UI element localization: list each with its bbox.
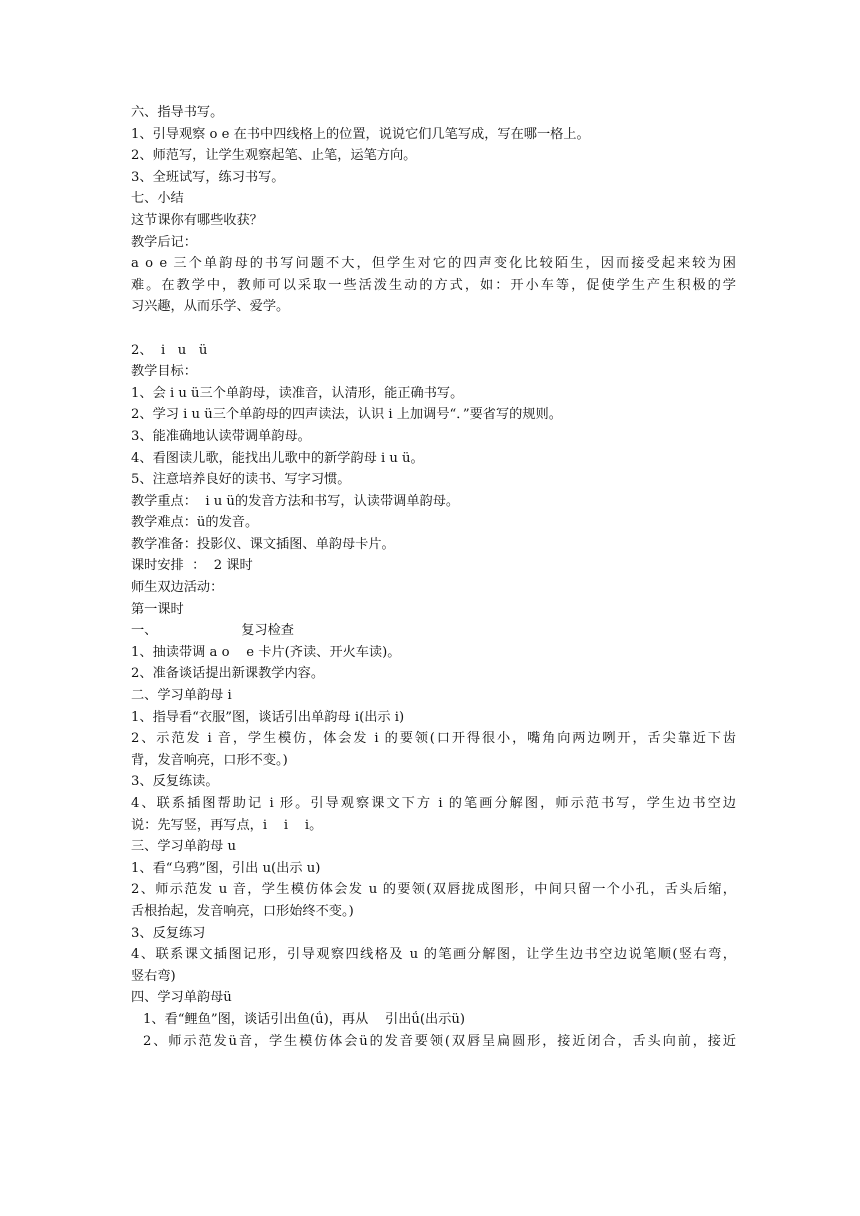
section-heading: 师生双边活动： (131, 580, 224, 596)
text-line: 2、师示范发 u 音，学生模仿体会发 u 的要领(双唇拢成图形，中间只留一个小孔，舌头后缩， (131, 882, 736, 898)
section-heading: 一、 复习检查 (131, 623, 294, 639)
text-line: 4、联系插图帮助记 i 形。引导观察课文下方 i 的笔画分解图，师示范书写，学生边书空边 (131, 796, 736, 811)
text-line: a o e 三个单韵母的书写问题不大，但学生对它的四声变化比较陌生，因而接受起来较为困 (131, 256, 736, 272)
text-line: 2、师范写，让学生观察起笔、止笔，运笔方向。 (131, 148, 417, 164)
text-line: 3、能准确地认读带调单韵母。 (131, 428, 311, 444)
text-line: 难。在教学中，教师可以采取一些活泼生动的方式，如：开小车等，促使学生产生积极的学 (131, 277, 736, 293)
text-line: 这节课你有哪些收获？ (131, 212, 263, 228)
text-line: 4、看图读儿歌，能找出儿歌中的新学韵母 i u ü。 (131, 450, 424, 466)
text-line: 5、注意培养良好的读书、写字习惯。 (131, 472, 351, 488)
section-heading: 四、学习单韵母ü (131, 990, 232, 1006)
text-line: 2、师示范发ü音，学生模仿体会ü的发音要领(双唇呈扁圆形，接近闭合，舌头向前，接近 (143, 1033, 736, 1049)
text-line: 1、指导看“衣服”图，谈话引出单韵母 i(出示 i) (131, 709, 405, 725)
text-line: 3、反复练习 (131, 925, 206, 941)
section-heading: 六、指导书写。 (131, 105, 224, 120)
text-line: 教学难点：ü的发音。 (131, 515, 259, 531)
text-line: 2、示范发 i 音，学生模仿，体会发 i 的要领(口开得很小，嘴角向两边咧开，舌尖靠近下齿 (131, 731, 736, 747)
section-heading: 七、小结 (131, 191, 184, 207)
document-page (131, 102, 736, 1052)
text-line: 2、准备谈话提出新课教学内容。 (131, 666, 325, 682)
lesson-title: 2、 i u ü (131, 342, 208, 358)
text-line: 教学准备：投影仪、课文插图、单韵母卡片。 (131, 536, 395, 552)
section-heading: 第一课时 (131, 601, 184, 617)
text-line: 3、反复练读。 (131, 774, 219, 790)
text-line: 课时安排 ： 2 课时 (131, 558, 253, 574)
blank-line (131, 318, 736, 340)
text-line: 背，发音响亮，口形不变。) (131, 752, 288, 768)
text-line: 1、会 i u ü三个单韵母，读准音，认清形，能正确书写。 (131, 385, 464, 401)
text-line: 教学重点： i u ü的发音方法和书写，认读带调单韵母。 (131, 493, 460, 509)
text-line: 1、抽读带调 a o e 卡片(齐读、开火车读)。 (131, 644, 401, 660)
section-heading: 三、学习单韵母 u (131, 839, 236, 855)
section-heading: 教学目标： (131, 364, 197, 380)
section-heading: 教学后记： (131, 234, 197, 250)
text-line: 竖右弯) (131, 968, 176, 984)
text-line: 3、全班试写，练习书写。 (131, 169, 285, 185)
text-line: 舌根抬起，发音响亮，口形始终不变。) (131, 903, 354, 919)
text-line: 1、看“鲤鱼”图，谈话引出鱼(ǘ)，再从 引出ǘ(出示ü) (143, 1011, 466, 1027)
text-line: 习兴趣，从而乐学、爱学。 (131, 299, 290, 315)
text-line: 1、看“乌鸦”图，引出 u(出示 u) (131, 860, 321, 876)
text-line: 说：先写竖，再写点，i i i。 (131, 817, 323, 833)
text-line: 4、联系课文插图记形，引导观察四线格及 u 的笔画分解图，让学生边书空边说笔顺(竖右弯， (131, 947, 736, 963)
text-line: 1、引导观察 o e 在书中四线格上的位置，说说它们几笔写成，写在哪一格上。 (131, 126, 590, 142)
section-heading: 二、学习单韵母 i (131, 688, 232, 704)
text-line: 2、学习 i u ü三个单韵母的四声读法，认识 i 上加调号“．”要省写的规则。 (131, 407, 562, 423)
